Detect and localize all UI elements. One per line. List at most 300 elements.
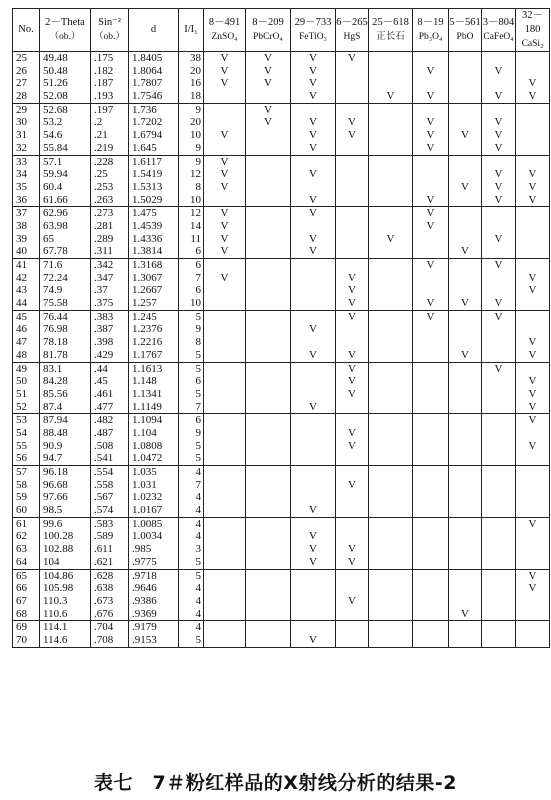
phase-match-cell — [413, 414, 449, 466]
table-cell: 8 — [195, 180, 201, 193]
column-cell-no — [13, 52, 40, 104]
phase-match-cell — [246, 207, 291, 259]
phase-mark — [204, 491, 245, 504]
table-cell: 1.104 — [132, 426, 157, 439]
phase-mark: V — [494, 64, 503, 77]
phase-mark — [449, 570, 481, 583]
phase-mark — [449, 311, 481, 324]
table-cell: 99.6 — [43, 517, 63, 530]
phase-mark — [482, 543, 515, 556]
phase-mark — [482, 608, 515, 621]
phase-mark: V — [494, 310, 503, 323]
phase-match-cell — [336, 310, 369, 362]
phase-mark: V — [528, 517, 537, 530]
table-cell: 20 — [190, 116, 201, 129]
phase-mark — [336, 77, 368, 90]
table-cell: 1.6794 — [132, 129, 163, 142]
table-cell: .187 — [94, 77, 114, 90]
phase-mark — [369, 466, 412, 479]
table-cell: 55.84 — [43, 141, 68, 154]
table-cell: 7 — [195, 478, 201, 491]
phase-mark — [449, 479, 481, 492]
phase-mark: V — [264, 77, 272, 90]
phase-mark: V — [264, 52, 272, 64]
column-header — [482, 9, 516, 52]
phase-match-cell — [449, 207, 482, 259]
table-cell: 1.0085 — [132, 517, 163, 530]
table-cell: 1.2216 — [132, 336, 163, 349]
column-cell-i — [179, 621, 204, 647]
phase-mark — [336, 156, 368, 169]
table-cell: .541 — [94, 452, 114, 465]
phase-match-cell — [204, 207, 246, 259]
column-header — [336, 9, 369, 52]
table-cell: 27 — [16, 77, 27, 90]
table-cell: 100.28 — [43, 530, 74, 543]
phase-mark — [291, 375, 335, 388]
table-cell: 9 — [195, 103, 201, 116]
phase-mark — [369, 608, 412, 621]
table-cell: 55 — [16, 439, 27, 452]
phase-mark: V — [348, 297, 356, 310]
phase-mark — [449, 336, 481, 349]
column-cell-theta — [40, 103, 91, 155]
phase-mark — [291, 284, 335, 297]
column-header-label: 8－209 — [252, 17, 284, 28]
phase-mark — [291, 427, 335, 440]
phase-mark — [449, 77, 481, 90]
phase-mark — [449, 452, 481, 465]
phase-mark — [246, 349, 290, 362]
phase-mark — [369, 168, 412, 181]
phase-mark — [369, 401, 412, 414]
table-cell: 4 — [195, 491, 201, 504]
table-cell: 1.1094 — [132, 414, 163, 427]
phase-mark: V — [348, 52, 356, 64]
phase-mark — [449, 621, 481, 634]
phase-match-cell — [413, 259, 449, 311]
table-cell: 4 — [195, 621, 201, 634]
column-header — [449, 9, 482, 52]
phase-mark — [449, 284, 481, 297]
phase-match-cell — [369, 310, 413, 362]
phase-mark — [369, 336, 412, 349]
phase-mark: V — [348, 129, 356, 142]
phase-mark — [204, 401, 245, 414]
phase-mark: V — [528, 348, 537, 361]
table-cell: 6 — [195, 414, 201, 427]
table-cell: 96.68 — [43, 478, 68, 491]
column-header-sublabel: （ob.） — [49, 32, 81, 42]
phase-mark — [336, 104, 368, 117]
column-cell-d — [129, 569, 179, 621]
phase-mark — [291, 518, 335, 531]
phase-match-cell — [291, 569, 336, 621]
table-cell: .281 — [94, 219, 114, 232]
table-cell: 104.86 — [43, 569, 74, 582]
column-header — [179, 9, 204, 52]
column-cell-d — [129, 414, 179, 466]
table-cell: 38 — [16, 219, 27, 232]
column-cell-no — [13, 466, 40, 518]
phase-match-cell — [369, 52, 413, 104]
table-cell: 28 — [16, 90, 27, 103]
table-cell: .673 — [94, 594, 114, 607]
phase-mark — [413, 414, 448, 427]
phase-mark — [291, 220, 335, 233]
column-cell-no — [13, 310, 40, 362]
column-header-sublabel: Pb₃O₄ — [418, 32, 443, 42]
phase-match-cell — [291, 621, 336, 647]
phase-mark — [413, 621, 448, 634]
table-cell: 1.645 — [132, 141, 157, 154]
column-cell-no — [13, 621, 40, 647]
phase-mark — [291, 608, 335, 621]
phase-match-cell — [204, 569, 246, 621]
table-cell: 40 — [16, 245, 27, 258]
phase-mark — [246, 440, 290, 453]
phase-mark — [246, 491, 290, 504]
phase-mark — [449, 414, 481, 427]
phase-mark — [204, 440, 245, 453]
table-cell: .175 — [94, 52, 114, 64]
phase-mark — [516, 259, 549, 272]
phase-mark — [482, 479, 515, 492]
phase-match-cell — [336, 362, 369, 414]
phase-mark — [204, 349, 245, 362]
table-cell: 4 — [195, 466, 201, 478]
phase-mark — [246, 129, 290, 142]
table-cell: 1.0034 — [132, 530, 163, 543]
table-cell: 1.1149 — [132, 400, 162, 413]
phase-match-cell — [369, 103, 413, 155]
phase-mark — [336, 608, 368, 621]
phase-mark — [246, 388, 290, 401]
table-cell: 66 — [16, 582, 27, 595]
phase-mark — [369, 363, 412, 376]
phase-match-cell — [369, 466, 413, 518]
table-cell: 5 — [195, 310, 201, 323]
table-cell: 74.9 — [43, 284, 63, 297]
column-cell-no — [13, 103, 40, 155]
phase-mark — [369, 245, 412, 258]
column-header-sublabel: CaSi₂ — [521, 39, 544, 49]
phase-mark: V — [426, 129, 435, 142]
phase-mark — [336, 466, 368, 479]
phase-match-cell — [449, 569, 482, 621]
table-row-group — [13, 155, 550, 207]
table-cell: 1.4336 — [132, 232, 163, 245]
phase-mark — [482, 452, 515, 465]
phase-mark: V — [494, 362, 503, 375]
column-cell-sin — [91, 621, 129, 647]
phase-match-cell — [413, 155, 449, 207]
phase-mark — [449, 375, 481, 388]
phase-match-cell — [204, 259, 246, 311]
table-cell: .638 — [94, 582, 114, 595]
phase-mark — [204, 284, 245, 297]
phase-mark — [336, 504, 368, 517]
table-cell: 31 — [16, 129, 27, 142]
phase-match-cell — [369, 155, 413, 207]
phase-mark — [413, 595, 448, 608]
phase-match-cell — [482, 414, 516, 466]
column-cell-d — [129, 621, 179, 647]
phase-mark — [369, 582, 412, 595]
table-cell: .676 — [94, 607, 114, 620]
phase-mark — [449, 518, 481, 531]
table-cell: .347 — [94, 271, 114, 284]
phase-mark — [516, 311, 549, 324]
phase-mark — [516, 142, 549, 155]
phase-mark: V — [220, 168, 229, 181]
table-cell: 44 — [16, 297, 27, 310]
table-cell: 10 — [190, 193, 201, 206]
phase-mark — [516, 634, 549, 647]
table-cell: 61 — [16, 517, 27, 530]
phase-match-cell — [291, 414, 336, 466]
table-cell: 50 — [16, 375, 27, 388]
table-cell: 5 — [195, 387, 201, 400]
phase-mark — [449, 323, 481, 336]
phase-mark — [369, 452, 412, 465]
table-cell: 61.66 — [43, 193, 68, 206]
table-cell: 53.2 — [43, 116, 63, 129]
phase-mark — [516, 363, 549, 376]
table-cell: .21 — [94, 129, 108, 142]
table-cell: 102.88 — [43, 543, 74, 556]
phase-match-cell — [449, 466, 482, 518]
table-cell: 52.68 — [43, 103, 68, 116]
phase-match-cell — [336, 207, 369, 259]
phase-mark — [482, 77, 515, 90]
phase-match-cell — [369, 414, 413, 466]
table-cell: 96.18 — [43, 466, 68, 478]
phase-mark — [336, 582, 368, 595]
table-row-group — [13, 569, 550, 621]
table-cell: .477 — [94, 400, 114, 413]
table-cell: 114.6 — [43, 633, 68, 646]
phase-mark: V — [386, 90, 395, 103]
phase-mark — [204, 194, 245, 207]
phase-mark — [413, 452, 448, 465]
table-cell: 26 — [16, 64, 27, 77]
table-cell: 32 — [16, 141, 27, 154]
phase-mark — [449, 90, 481, 103]
phase-mark: V — [528, 336, 537, 349]
phase-mark — [449, 220, 481, 233]
phase-mark — [204, 556, 245, 569]
phase-mark: V — [309, 232, 317, 245]
column-cell-no — [13, 207, 40, 259]
table-cell: 1.5419 — [132, 168, 163, 181]
phase-mark: V — [528, 77, 537, 90]
phase-mark — [204, 142, 245, 155]
table-cell: 25 — [16, 52, 27, 64]
phase-mark — [246, 452, 290, 465]
table-cell: 83.1 — [43, 362, 63, 375]
phase-mark — [246, 297, 290, 310]
column-header-label: 32－180 — [522, 10, 543, 35]
table-cell: 7 — [195, 400, 201, 413]
table-row-group — [13, 621, 550, 647]
phase-mark — [369, 349, 412, 362]
phase-match-cell — [482, 621, 516, 647]
table-row-group — [13, 362, 550, 414]
phase-match-cell — [291, 259, 336, 311]
phase-match-cell — [336, 103, 369, 155]
phase-mark — [413, 401, 448, 414]
phase-mark — [369, 414, 412, 427]
phase-mark — [369, 116, 412, 129]
phase-mark — [336, 401, 368, 414]
phase-mark — [482, 272, 515, 285]
table-cell: .375 — [94, 297, 114, 310]
phase-mark — [516, 129, 549, 142]
column-cell-d — [129, 362, 179, 414]
table-cell: .273 — [94, 207, 114, 220]
table-cell: 1.148 — [132, 375, 157, 388]
phase-mark: V — [461, 297, 469, 310]
phase-mark: V — [426, 116, 435, 129]
column-header-label: I/I₁ — [184, 24, 198, 35]
column-header-label: 2－Theta — [45, 17, 85, 28]
table-cell: 39 — [16, 232, 27, 245]
phase-match-cell — [516, 259, 550, 311]
phase-mark — [449, 556, 481, 569]
phase-mark — [369, 129, 412, 142]
phase-mark — [369, 194, 412, 207]
table-cell: 52.08 — [43, 90, 68, 103]
phase-mark — [204, 323, 245, 336]
phase-mark — [204, 608, 245, 621]
phase-mark — [246, 375, 290, 388]
table-cell: 1.245 — [132, 310, 157, 323]
phase-mark — [449, 466, 481, 479]
phase-match-cell — [516, 517, 550, 569]
phase-mark — [413, 634, 448, 647]
phase-mark: V — [309, 555, 317, 568]
table-cell: 5 — [195, 633, 201, 646]
table-cell: .9646 — [132, 582, 157, 595]
table-cell: 8 — [195, 336, 201, 349]
phase-mark — [369, 311, 412, 324]
phase-mark: V — [309, 116, 317, 129]
phase-mark: V — [309, 323, 317, 336]
phase-mark: V — [426, 310, 435, 323]
phase-mark — [449, 168, 481, 181]
phase-mark: V — [528, 90, 537, 103]
table-cell: .558 — [94, 478, 114, 491]
phase-mark — [291, 181, 335, 194]
table-cell: 70 — [16, 633, 27, 646]
phase-mark: V — [528, 375, 537, 388]
column-header-label: 25－618 — [372, 17, 409, 28]
phase-mark — [413, 479, 448, 492]
phase-mark — [516, 466, 549, 479]
phase-match-cell — [291, 52, 336, 104]
table-cell: 1.2376 — [132, 323, 163, 336]
phase-mark — [291, 156, 335, 169]
table-cell: .9179 — [132, 621, 157, 634]
phase-mark — [482, 440, 515, 453]
column-cell-sin — [91, 207, 129, 259]
phase-mark — [413, 570, 448, 583]
phase-match-cell — [413, 310, 449, 362]
table-cell: 7 — [195, 271, 201, 284]
phase-mark — [369, 427, 412, 440]
header-row — [13, 9, 550, 52]
phase-match-cell — [449, 414, 482, 466]
phase-mark — [449, 543, 481, 556]
phase-mark — [369, 479, 412, 492]
phase-mark — [291, 595, 335, 608]
phase-mark — [449, 207, 481, 220]
phase-mark — [413, 272, 448, 285]
column-cell-i — [179, 414, 204, 466]
table-cell: 67 — [16, 594, 27, 607]
phase-match-cell — [291, 155, 336, 207]
phase-mark: V — [494, 90, 503, 103]
phase-mark — [336, 220, 368, 233]
phase-mark: V — [348, 387, 356, 400]
phase-mark — [291, 582, 335, 595]
table-cell: 4 — [195, 607, 201, 620]
table-cell: 1.0232 — [132, 491, 163, 504]
phase-mark: V — [220, 129, 229, 142]
table-cell: 1.3814 — [132, 245, 163, 258]
table-cell: .25 — [94, 168, 108, 181]
phase-mark: V — [426, 141, 435, 154]
table-cell: 41 — [16, 259, 27, 271]
phase-match-cell — [204, 517, 246, 569]
phase-match-cell — [291, 466, 336, 518]
table-body — [13, 52, 550, 648]
table-cell: .263 — [94, 193, 114, 206]
table-cell: 114.1 — [43, 621, 68, 634]
table-cell: 38 — [190, 52, 201, 64]
phase-mark — [246, 194, 290, 207]
phase-mark: V — [220, 180, 229, 193]
phase-mark: V — [426, 90, 435, 103]
phase-mark — [449, 142, 481, 155]
phase-mark — [204, 427, 245, 440]
phase-mark — [369, 297, 412, 310]
column-cell-sin — [91, 569, 129, 621]
table-row-group — [13, 466, 550, 518]
table-cell: 1.5029 — [132, 193, 163, 206]
phase-mark — [516, 556, 549, 569]
phase-mark: V — [309, 52, 317, 64]
table-cell: 1.3168 — [132, 259, 163, 271]
phase-mark — [336, 90, 368, 103]
table-cell: 62.96 — [43, 207, 68, 220]
phase-mark — [413, 556, 448, 569]
phase-match-cell — [482, 310, 516, 362]
phase-match-cell — [336, 517, 369, 569]
phase-match-cell — [336, 414, 369, 466]
column-cell-i — [179, 155, 204, 207]
table-cell: 1.0167 — [132, 504, 163, 517]
table-cell: .574 — [94, 504, 114, 517]
phase-mark — [204, 595, 245, 608]
phase-mark — [204, 452, 245, 465]
phase-mark — [204, 311, 245, 324]
table-cell: 110.6 — [43, 607, 68, 620]
phase-mark: V — [309, 141, 317, 154]
table-cell: 29 — [16, 103, 27, 116]
phase-mark — [204, 297, 245, 310]
